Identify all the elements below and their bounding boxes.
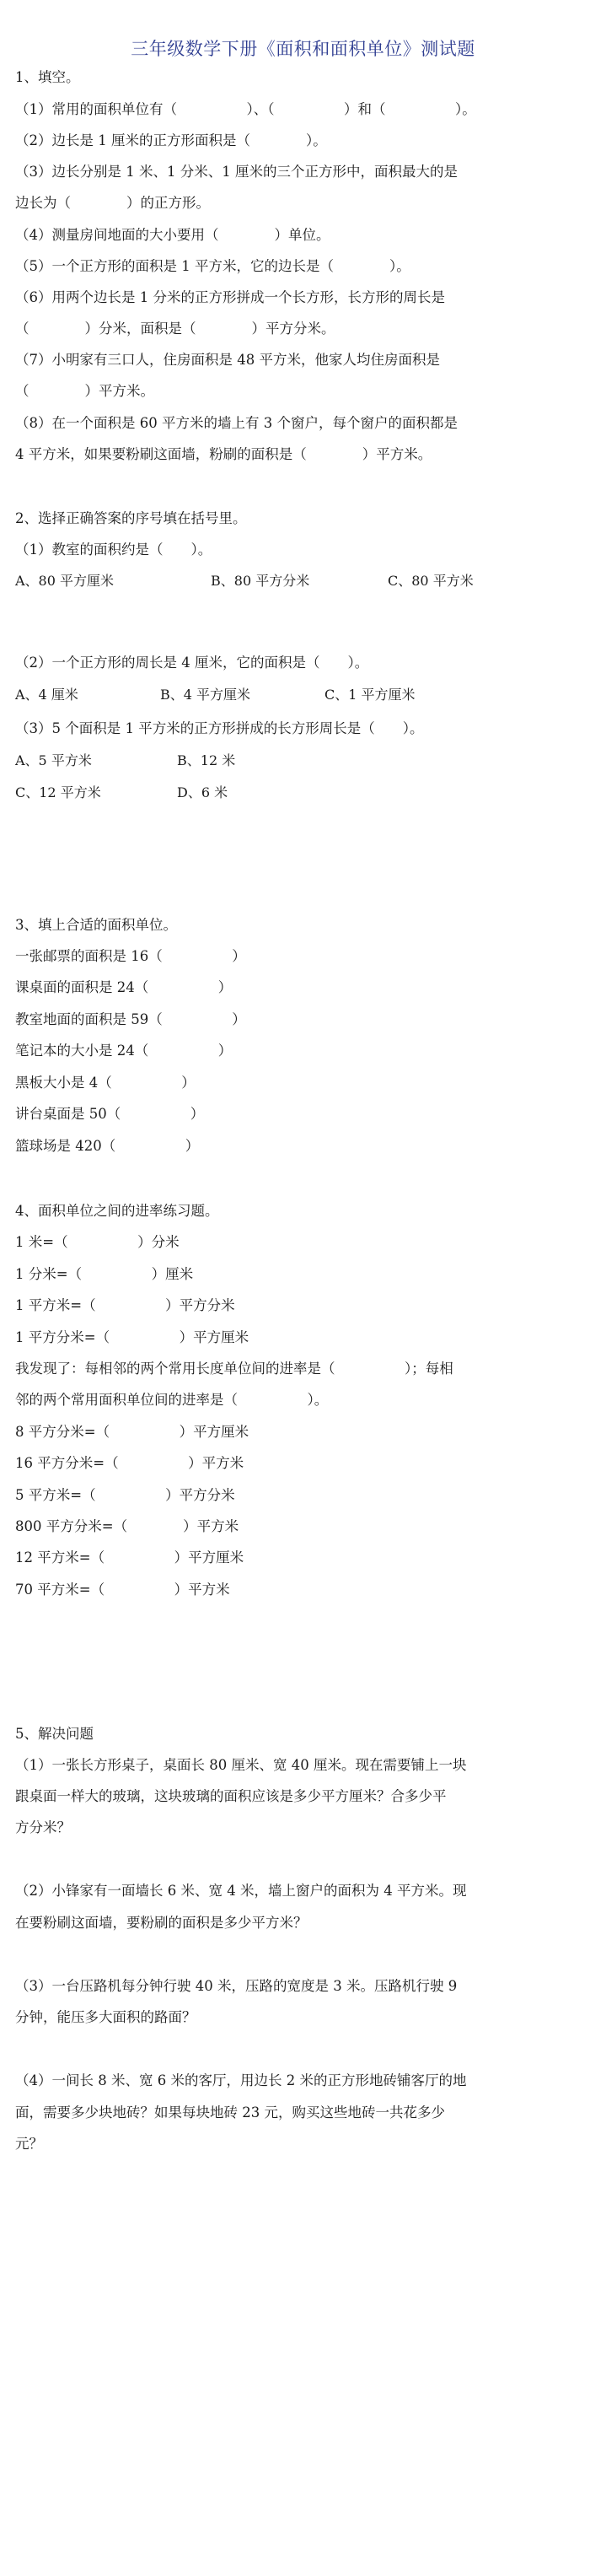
conversion-line: 1 米=（ ）分米 — [15, 1234, 180, 1250]
unit-fill-line: 教室地面的面积是 59（ ） — [15, 1011, 246, 1027]
conversion-line: 800 平方分米=（ ）平方米 — [15, 1518, 239, 1534]
section2-heading: 2、选择正确答案的序号填在括号里。 — [15, 510, 247, 526]
fill-blank-line: （3）边长分别是 1 米、1 分米、1 厘米的三个正方形中，面积最大的是 — [15, 164, 458, 180]
conversion-line: 70 平方米=（ ）平方米 — [15, 1582, 230, 1598]
unit-fill-line: 讲台桌面是 50（ ） — [15, 1106, 205, 1122]
section1-heading: 1、填空。 — [15, 69, 80, 85]
problem-line: 在要粉刷这面墙，要粉刷的面积是多少平方米？ — [15, 1915, 308, 1931]
problem-line: （3）一台压路机每分钟行驶 40 米，压路的宽度是 3 米。压路机行驶 9 — [15, 1978, 458, 1994]
fill-blank-line: （ ）分米，面积是（ ）平方分米。 — [15, 321, 335, 337]
choice-option: A、80 平方厘米 — [15, 573, 115, 589]
fill-blank-line: （7）小明家有三口人，住房面积是 48 平方米，他家人均住房面积是 — [15, 352, 440, 368]
choice-option: C、80 平方米 — [388, 573, 474, 589]
choice-option: D、6 米 — [177, 784, 228, 800]
choice-option: C、1 平方厘米 — [324, 687, 416, 703]
problem-line: 分钟，能压多大面积的路面？ — [15, 2009, 196, 2025]
fill-blank-line: （4）测量房间地面的大小要用（ ）单位。 — [15, 227, 330, 243]
problem-line: （1）一张长方形桌子，桌面长 80 厘米、宽 40 厘米。现在需要铺上一块 — [15, 1757, 467, 1773]
fill-blank-line: （6）用两个边长是 1 分米的正方形拼成一个长方形，长方形的周长是 — [15, 289, 445, 305]
choice-option: A、5 平方米 — [15, 752, 92, 768]
fill-blank-line: （5）一个正方形的面积是 1 平方米，它的边长是（ ）。 — [15, 258, 410, 274]
problem-line: 面，需要多少块地砖？如果每块地砖 23 元，购买这些地砖一共花多少 — [15, 2104, 445, 2121]
fill-blank-line: （ ）平方米。 — [15, 383, 154, 399]
fill-blank-line: 4 平方米，如果要粉刷这面墙，粉刷的面积是（ ）平方米。 — [15, 446, 432, 462]
conversion-line: 5 平方米=（ ）平方分米 — [15, 1487, 235, 1503]
discovery-line: 我发现了：每相邻的两个常用长度单位间的进率是（ ）；每相 — [15, 1361, 453, 1377]
conversion-line: 8 平方分米=（ ）平方厘米 — [15, 1424, 249, 1440]
conversion-line: 1 平方米=（ ）平方分米 — [15, 1297, 235, 1313]
unit-fill-line: 篮球场是 420（ ） — [15, 1138, 200, 1154]
section3-heading: 3、填上合适的面积单位。 — [15, 917, 177, 933]
choice-option: B、4 平方厘米 — [160, 687, 251, 703]
choice-option: B、80 平方分米 — [211, 573, 310, 589]
fill-blank-line: （8）在一个面积是 60 平方米的墙上有 3 个窗户，每个窗户的面积都是 — [15, 415, 458, 431]
choice-option: A、4 厘米 — [15, 687, 78, 703]
page-title: 三年级数学下册《面积和面积单位》测试题 — [131, 39, 475, 59]
choice-option: B、12 米 — [177, 752, 236, 768]
problem-line: （2）小锋家有一面墙长 6 米、宽 4 米，墙上窗户的面积为 4 平方米。现 — [15, 1883, 467, 1899]
choice-question: （3）5 个面积是 1 平方米的正方形拼成的长方形周长是（ ）。 — [15, 720, 424, 736]
conversion-line: 1 分米=（ ）厘米 — [15, 1266, 194, 1282]
fill-blank-line: （1）常用的面积单位有（ ）、（ ）和（ ）。 — [15, 101, 476, 117]
conversion-line: 16 平方分米=（ ）平方米 — [15, 1455, 244, 1471]
unit-fill-line: 黑板大小是 4（ ） — [15, 1075, 196, 1091]
unit-fill-line: 课桌面的面积是 24（ ） — [15, 979, 233, 995]
unit-fill-line: 一张邮票的面积是 16（ ） — [15, 948, 246, 964]
choice-option: C、12 平方米 — [15, 784, 101, 800]
section4-heading: 4、面积单位之间的进率练习题。 — [15, 1203, 219, 1219]
unit-fill-line: 笔记本的大小是 24（ ） — [15, 1043, 233, 1059]
problem-line: 跟桌面一样大的玻璃，这块玻璃的面积应该是多少平方厘米？合多少平 — [15, 1788, 447, 1804]
fill-blank-line: 边长为（ ）的正方形。 — [15, 195, 210, 211]
problem-line: （4）一间长 8 米、宽 6 米的客厅，用边长 2 米的正方形地砖铺客厅的地 — [15, 2072, 467, 2088]
section5-heading: 5、解决问题 — [15, 1726, 94, 1742]
fill-blank-line: （2）边长是 1 厘米的正方形面积是（ ）。 — [15, 132, 327, 148]
discovery-line: 邻的两个常用面积单位间的进率是（ ）。 — [15, 1392, 329, 1408]
conversion-line: 1 平方分米=（ ）平方厘米 — [15, 1329, 249, 1345]
problem-line: 元？ — [15, 2136, 43, 2152]
choice-question: （1）教室的面积约是（ ）。 — [15, 542, 212, 558]
choice-question: （2）一个正方形的周长是 4 厘米，它的面积是（ ）。 — [15, 655, 369, 671]
conversion-line: 12 平方米=（ ）平方厘米 — [15, 1549, 244, 1566]
problem-line: 方分米？ — [15, 1819, 71, 1835]
